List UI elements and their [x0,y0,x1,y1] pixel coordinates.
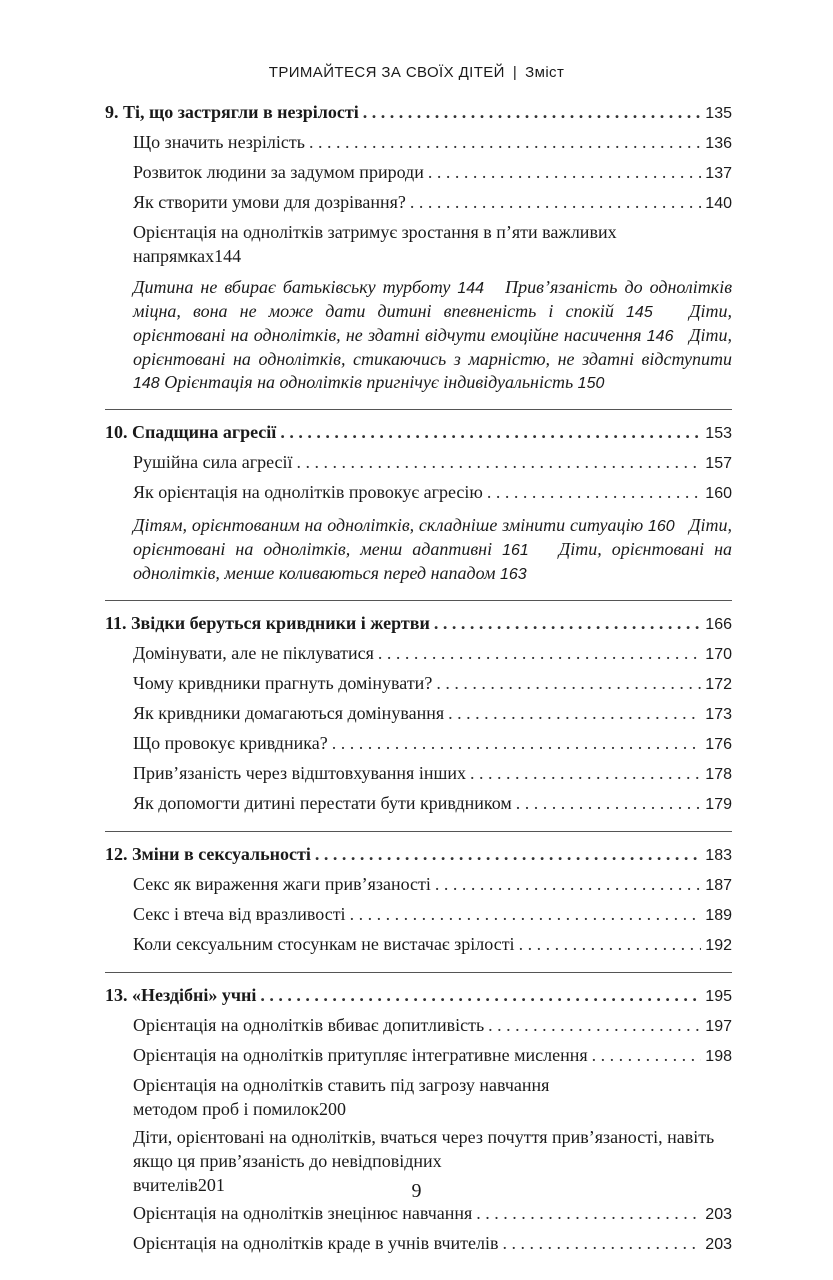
subtopic-page: 148 [133,375,160,392]
subtopic-text: Діти, орієнтовані на однолітків, менш адаптивні [133,515,733,559]
toc-chapter-entry[interactable] [105,983,732,1009]
entry-title: Рушійна сила агресії [133,452,293,472]
leader-dots [428,160,701,184]
entry-title-line-2: методом проб і помилок [133,1099,320,1119]
page-number: 195 [705,988,732,1005]
subtopic-text: Дитина не вбирає батьківську турботу [133,277,451,297]
subtopics-paragraph [105,276,732,395]
leader-dots [592,1043,702,1067]
entry-title: Коли сексуальним стосункам не вистачає зрілості [133,934,515,954]
toc-entry[interactable] [105,761,732,787]
leader-dots [516,791,702,815]
running-head [0,64,833,81]
entry-title: Чому кривдники прагнуть домінувати? [133,673,433,693]
chapter-divider [105,600,732,601]
entry-title-line-2: вчителів [133,1175,198,1195]
page-number: 135 [705,105,732,122]
leader-dots [332,731,702,755]
page-number: 140 [705,195,732,212]
entry-title: Орієнтація на однолітків краде в учнів вчителів [133,1233,499,1253]
leader-dots [519,932,702,956]
toc-chapter-entry[interactable] [105,420,732,446]
toc-entry[interactable] [105,450,732,476]
page-number: 153 [705,425,732,442]
entry-title: Орієнтація на однолітків вбиває допитливість [133,1015,485,1035]
table-of-contents [105,100,732,1257]
subtopic-page: 161 [502,542,529,559]
entry-title-line-1: Діти, орієнтовані на однолітків, вчаться через почуття прив’язаності, навіть якщо ця прив’язаність до невідповідних [133,1127,715,1171]
toc-entry[interactable] [105,932,732,958]
entry-title: Орієнтація на однолітків знецінює навчання [133,1203,473,1223]
chapter-12 [105,842,732,958]
toc-entry[interactable] [105,1013,732,1039]
toc-entry[interactable] [105,1201,732,1227]
page-number: 201 [197,1175,225,1195]
toc-entry[interactable] [105,1043,732,1069]
leader-dots [435,872,701,896]
page-number: 173 [705,706,732,723]
page-number: 179 [705,796,732,813]
page-number: 203 [705,1206,732,1223]
entry-title: Як допомогти дитині перестати бути кривдником [133,793,512,813]
entry-title: Прив’язаність через відштовхування інших [133,763,466,783]
page-number: 172 [705,676,732,693]
page-number: 197 [705,1018,732,1035]
subtopic-page: 163 [499,566,527,583]
subtopic-text: Орієнтація на однолітків пригнічує індивідуальність [164,372,574,392]
page-number: 189 [705,907,732,924]
entry-title: Орієнтація на однолітків притупляє інтегративне мислення [133,1045,588,1065]
leader-dots [260,983,701,1007]
page-number: 192 [705,937,732,954]
subtopics-paragraph [105,514,732,586]
entry-title: Як орієнтація на однолітків провокує агресію [133,482,483,502]
toc-entry[interactable] [105,701,732,727]
chapter-13 [105,983,732,1257]
toc-chapter-entry[interactable] [105,611,732,637]
toc-entry[interactable] [105,160,732,186]
subtopic-text: Діти, орієнтовані на однолітків, менше коливаються перед нападом [133,539,733,583]
running-head-separator: | [512,64,518,81]
entry-title-line-1: Орієнтація на однолітків затримує зростання в п’яти важливих [133,222,617,242]
subtopic-text: Діти, орієнтовані на однолітків, не здатні відчути емоційне насичення [133,301,733,345]
page-number: 160 [705,485,732,502]
page-number: 198 [705,1048,732,1065]
leader-dots [297,450,702,474]
entry-title: Як створити умови для дозрівання? [133,192,406,212]
subtopic-page: 150 [577,375,605,392]
leader-dots [487,480,701,504]
leader-dots [410,190,701,214]
toc-entry[interactable] [105,902,732,928]
toc-chapter-entry[interactable] [105,100,732,126]
chapter-title: 9. Ті, що застрягли в незрілості [105,102,359,122]
chapter-9 [105,100,732,395]
toc-entry-multiline[interactable] [105,1073,732,1121]
chapter-divider [105,409,732,410]
entry-title: Як кривдники домагаються домінування [133,703,445,723]
page-number: 203 [705,1236,732,1253]
entry-title: Секс як вираження жаги прив’язаності [133,874,431,894]
toc-entry[interactable] [105,671,732,697]
page-number: 136 [705,135,732,152]
toc-entry[interactable] [105,190,732,216]
toc-entry[interactable] [105,641,732,667]
entry-title: Розвиток людини за задумом природи [133,162,424,182]
page-folio-number: 9 [411,1180,422,1202]
toc-entry[interactable] [105,480,732,506]
leader-dots [434,611,701,635]
entry-title: Домінувати, але не піклуватися [133,643,374,663]
entry-title: Що значить незрілість [133,132,305,152]
subtopic-text: Дітям, орієнтованим на однолітків, складніше змінити ситуацію [133,515,644,535]
page-number: 187 [705,877,732,894]
page-number: 176 [705,736,732,753]
page-number: 183 [705,847,732,864]
leader-dots [315,842,701,866]
entry-title-line-2: напрямках [133,246,215,266]
toc-entry[interactable] [105,130,732,156]
leader-dots [363,100,702,124]
page-number: 200 [319,1099,347,1119]
page-number: 144 [214,246,242,266]
page-number: 178 [705,766,732,783]
leader-dots [350,902,702,926]
leader-dots [309,130,701,154]
page-number: 157 [705,455,732,472]
leader-dots [476,1201,701,1225]
entry-title: Що провокує кривдника? [133,733,328,753]
running-head-title: ТРИМАЙТЕСЯ ЗА СВОЇХ ДІТЕЙ [268,64,505,81]
chapter-divider [105,972,732,973]
toc-entry[interactable] [105,872,732,898]
entry-title: Секс і втеча від вразливості [133,904,346,924]
page-number: 137 [705,165,732,182]
leader-dots [448,701,701,725]
chapter-10 [105,420,732,586]
chapter-title: 10. Спадщина агресії [105,422,277,442]
subtopic-page: 146 [646,328,674,345]
running-head-section: Зміст [525,64,565,81]
leader-dots [378,641,701,665]
toc-entry[interactable] [105,1231,732,1257]
page-number: 166 [705,616,732,633]
page-number: 170 [705,646,732,663]
entry-title-line-1: Орієнтація на однолітків ставить під загрозу навчання [133,1075,550,1095]
leader-dots [503,1231,702,1255]
chapter-11 [105,611,732,817]
leader-dots [488,1013,701,1037]
subtopic-text: Діти, орієнтовані на однолітків, стикаючись з марністю, не здатні відступити [133,325,733,369]
toc-entry-multiline[interactable] [105,220,732,268]
subtopic-page: 145 [626,304,653,321]
chapter-title: 11. Звідки беруться кривдники і жертви [105,613,430,633]
leader-dots [280,420,701,444]
leader-dots [470,761,701,785]
chapter-title: 13. «Нездібні» учні [105,985,257,1005]
toc-chapter-entry[interactable] [105,842,732,868]
toc-entry[interactable] [105,791,732,817]
chapter-title: 12. Зміни в сексуальності [105,844,311,864]
subtopic-page: 144 [457,280,485,297]
subtopic-text: Прив’язаність до однолітків міцна, вона не може дати дитині впевненість і спокій [133,277,733,321]
leader-dots [436,671,701,695]
subtopic-page: 160 [647,518,675,535]
chapter-divider [105,831,732,832]
toc-entry[interactable] [105,731,732,757]
